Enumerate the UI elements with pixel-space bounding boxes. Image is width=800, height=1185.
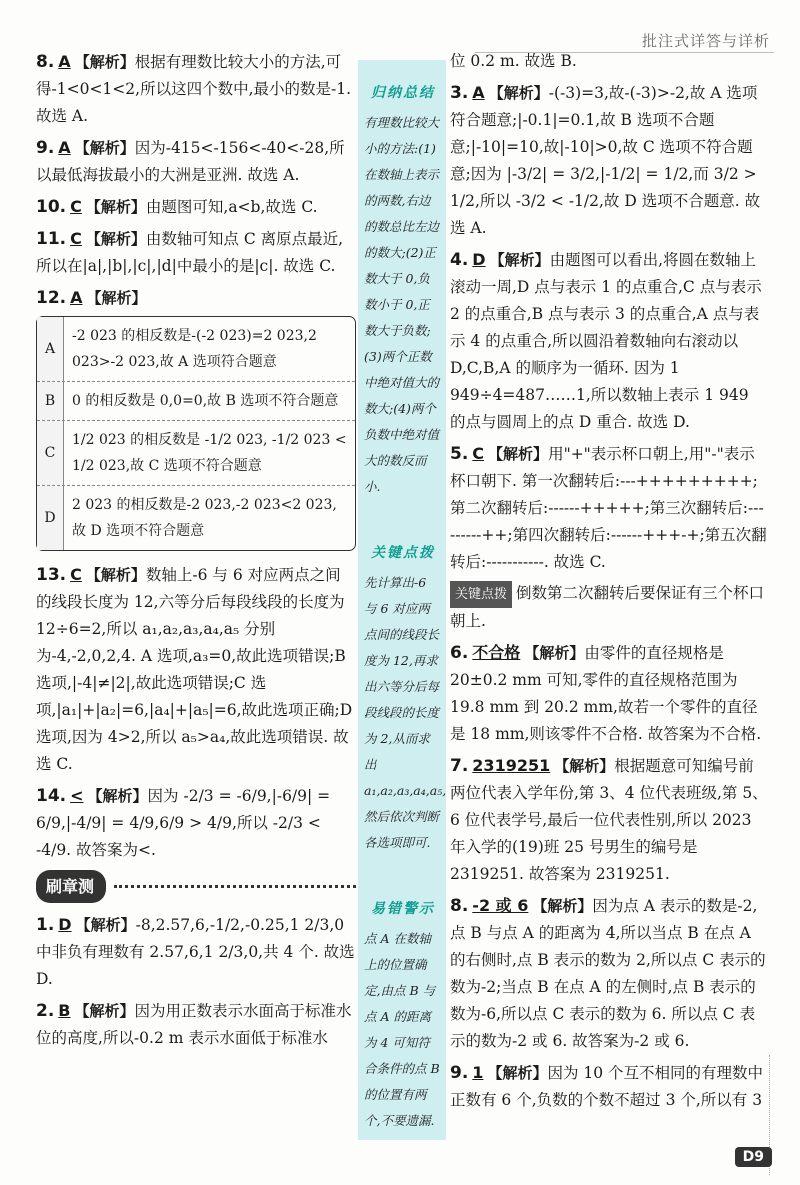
chapter-question-2: 2. B 【解析】因为用正数表示水面高于标准水位的高度,所以-0.2 m 表示水面低于标准水 bbox=[36, 1001, 352, 1047]
option-row-d: D 2 023 的相反数是-2 023,-2 023<2 023,故 D 选项不符合题意 bbox=[37, 486, 355, 550]
key-tip-label: 关键点拨 bbox=[450, 581, 512, 608]
chapter-question-6: 6. 不合格 【解析】由零件的直径规格是 20±0.2 mm 可知,零件的直径规格范围为 19.8 mm 到 20.2 mm,故若一个零件的直径是 18 mm,则该零件不合格. 故答案为不合格. bbox=[450, 643, 762, 743]
note-heading-key: 关键点拨 bbox=[371, 545, 435, 561]
note-heading-mistake: 易错警示 bbox=[371, 901, 435, 917]
left-column bbox=[36, 48, 356, 1056]
page-header: 批注式详答与详析 bbox=[641, 32, 770, 50]
question-9: 9. A 【解析】因为-415<-156<-40<-28,所以最低海拔最小的大洲是亚洲. 故选 A. bbox=[36, 138, 345, 184]
option-row-a: A -2 023 的相反数是-(-2 023)=2 023,2 023>-2 023,故 A 选项符合题意 bbox=[37, 317, 355, 382]
section-dots bbox=[114, 885, 356, 888]
option-analysis-table bbox=[36, 316, 356, 551]
question-8: 8. A 【解析】根据有理数比较大小的方法,可得-1<0<1<2,所以这四个数中,最小的数是-1. 故选 A. bbox=[36, 52, 352, 125]
right-column bbox=[450, 48, 768, 1118]
question-11: 11. C 【解析】由数轴可知点 C 离原点最近,所以在|a|,|b|,|c|,|d|中最小的是|c|. 故选 C. bbox=[36, 229, 344, 275]
chapter-question-1: 1. D 【解析】-8,2.57,6,-1/2,-0.25,1 2/3,0 中非负有理数有 2.57,6,1 2/3,0,共 4 个. 故选 D. bbox=[36, 915, 355, 988]
chapter-question-3: 3. A 【解析】-(-3)=3,故-(-3)>-2,故 A 选项符合题意;|-0.1|=0.1,故 B 选项不合题意;|-10|=10,故|-10|>0,故 C 选项不符合题意;因为 |-3/2| = 3/2,|-1/2| = 1/2,而 3/2 > 1/2,所以 -3/2 < -1/2,故 D 选项不合题意. 故选 A. bbox=[450, 83, 761, 237]
question-10: 10. C 【解析】由题图可知,a<b,故选 C. bbox=[36, 197, 318, 217]
question-12: 12. A 【解析】 bbox=[36, 288, 147, 308]
chapter-question-4: 4. D 【解析】由题图可以看出,将圆在数轴上滚动一周,D 点与表示 1 的点重合,C 点与表示 2 的点重合,B 点与表示 3 的点重合,A 点与表示 4 的点重合,所以圆沿着数轴向右滚动以 D,C,B,A 的顺序为一循环. 因为 1 949÷4=487……1,所以数轴上表示 1 949 的点与圆周上的点 D 重合. 故选 D. bbox=[450, 250, 762, 431]
note-mistake: 点 A 在数轴上的位置确定,由点 B 与点 A 的距离为 4 可知符合条件的点 B 的位置有两个,不要遗漏. bbox=[364, 931, 440, 1128]
note-key: 先计算出-6 与 6 对应两点间的线段长度为 12,再求出六等分后每段线段的长度为 2,从而求出 a₁,a₂,a₃,a₄,a₅,然后依次判断各选项即可. bbox=[364, 575, 447, 850]
chapter-question-7: 7. 2319251 【解析】根据题意可知编号前两位代表入学年份,第 3、4 位代表班级,第 5、6 位代表学号,最后一位代表性别,所以 2023 年入学的(19)班 25 号男生的编号是 2319251. 故答案为 2319251. bbox=[450, 756, 768, 883]
option-row-c: C 1/2 023 的相反数是 -1/2 023, -1/2 023 < 1/2 023,故 C 选项不符合题意 bbox=[37, 421, 355, 486]
note-summary: 有理数比较大小的方法:(1)在数轴上表示的两数,右边的数总比左边的数大;(2)正数大于 0,负数小于 0,正数大于负数;(3)两个正数中绝对值大的数大;(4)两个负数中绝对值大的数反而小. bbox=[364, 115, 440, 494]
section-heading bbox=[36, 870, 356, 903]
note-heading-summary: 归纳总结 bbox=[371, 85, 435, 101]
question-14: 14. < 【解析】因为 -2/3 = -6/9,|-6/9| = 6/9,|-4/9| = 4/9,6/9 > 4/9,所以 -2/3 < -4/9. 故答案为<. bbox=[36, 786, 331, 859]
section-title: 刷章测 bbox=[36, 870, 106, 903]
page-number: D9 bbox=[735, 1147, 772, 1167]
chapter-question-8: 8. -2 或 6 【解析】因为点 A 表示的数是-2,点 B 与点 A 的距离为 4,所以当点 B 在点 A 的右侧时,点 B 表示的数为 2,所以点 C 表示的数为-2;当点 B 在点 A 的左侧时,点 B 表示的数为-6,所以点 C 表示的数为 6. 所以点 C 表示的数为-2 或 6. 故答案为-2 或 6. bbox=[450, 896, 766, 1050]
chapter-question-9: 9. 1 【解析】因为 10 个互不相同的有理数中正数有 6 个,负数的个数不超过 3 个,所以有 3 bbox=[450, 1063, 764, 1109]
option-row-b: B 0 的相反数是 0,0=0,故 B 选项不符合题意 bbox=[37, 382, 355, 421]
key-tip: 关键点拨 倒数第二次翻转后要保证有三个杯口朝上. bbox=[450, 580, 768, 635]
continued-text: 位 0.2 m. 故选 B. bbox=[450, 52, 577, 70]
margin-notes bbox=[358, 60, 446, 1140]
question-13: 13. C 【解析】数轴上-6 与 6 对应两点之间的线段长度为 12,六等分后每段线段的长度为 12÷6=2,所以 a₁,a₂,a₃,a₄,a₅ 分别为-4,-2,0,2,4. A 选项,a₃=0,故此选项错误;B 选项,|-4|≠|2|,故此选项错误;C 选项,|a₁|+|a₂|=6,|a₄|+|a₅|=6,故此选项正确;D 选项,因为 4>2,所以 a₅>a₄,故此选项错误. 故选 C. bbox=[36, 565, 353, 773]
chapter-question-5: 5. C 【解析】用"+"表示杯口朝上,用"-"表示杯口朝下. 第一次翻转后:---+++++++++;第二次翻转后:------+++++;第三次翻转后:---------++;第四次翻转后:------+++-+;第五次翻转后:-----------. 故选 C. bbox=[450, 444, 767, 571]
